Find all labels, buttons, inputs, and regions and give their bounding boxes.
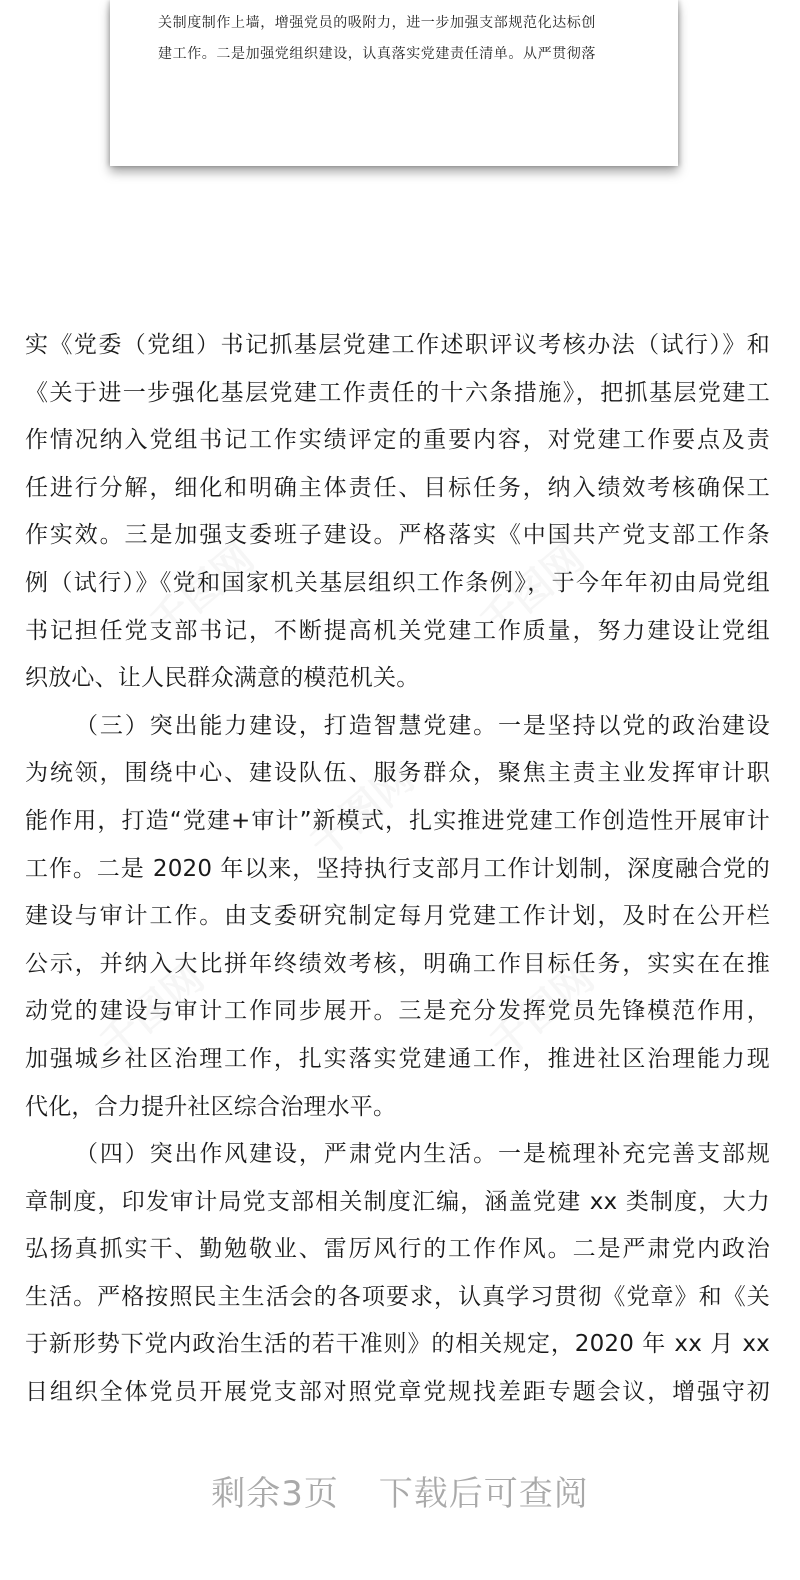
body-line: 例（试行）》《党和国家机关基层组织工作条例》，于今年年初由局党组 [25, 569, 770, 596]
body-line: 弘扬真抓实干、勤勉敬业、雷厉风行的工作作风。二是严肃党内政治 [25, 1236, 770, 1263]
download-to-view-label: 下载后可查阅 [378, 1474, 589, 1514]
body-line: 工作。二是 2020 年以来，坚持执行支部月工作计划制，深度融合党的 [25, 855, 770, 882]
body-line: 日组织全体党员开展党支部对照党章党规找差距专题会议，增强守初 [25, 1379, 770, 1406]
body-line: 代化，合力提升社区综合治理水平。 [25, 1093, 397, 1120]
watermark: 千图网 [141, 534, 263, 648]
body-line: 织放心、让人民群众满意的模范机关。 [25, 665, 420, 692]
watermark: 千图网 [91, 954, 213, 1068]
body-line: 章制度，印发审计局党支部相关制度汇编，涵盖党建 xx 类制度，大力 [25, 1188, 770, 1215]
section-heading-line: （三）突出能力建设，打造智慧党建。一是坚持以党的政治建设 [75, 712, 770, 739]
document-preview-card [110, 0, 678, 166]
watermark: 千图网 [481, 954, 603, 1068]
remaining-pages-label: 剩余3页 [211, 1474, 339, 1514]
preview-line: 关制度制作上墙，增强党员的吸附力，进一步加强支部规范化达标创 [158, 15, 596, 31]
body-line: 能作用，打造“党建+审计”新模式，扎实推进党建工作创造性开展审计 [25, 807, 770, 834]
body-line: 《关于进一步强化基层党建工作责任的十六条措施》，把抓基层党建工 [25, 379, 770, 406]
body-line: 书记担任党支部书记，不断提高机关党建工作质量，努力建设让党组 [25, 617, 770, 644]
body-line: 加强城乡社区治理工作，扎实落实党建通工作，推进社区治理能力现 [25, 1045, 770, 1072]
body-line: 动党的建设与审计工作同步展开。三是充分发挥党员先锋模范作用， [25, 998, 770, 1025]
preview-line: 建工作。二是加强党组织建设，认真落实党建责任清单。从严贯彻落 [158, 46, 596, 62]
document-body [25, 322, 770, 1417]
body-line: 任进行分解，细化和明确主体责任、目标任务，纳入绩效考核确保工 [25, 474, 770, 501]
watermark: 千图网 [301, 754, 423, 868]
section-heading-line: （四）突出作风建设，严肃党内生活。一是梳理补充完善支部规 [75, 1141, 770, 1168]
body-line: 作情况纳入党组书记工作实绩评定的重要内容，对党建工作要点及责 [25, 427, 770, 454]
download-prompt[interactable] [0, 1466, 800, 1515]
body-line: 于新形势下党内政治生活的若干准则》的相关规定，2020 年 xx 月 xx [25, 1331, 770, 1358]
body-line: 生活。严格按照民主生活会的各项要求，认真学习贯彻《党章》和《关 [25, 1283, 770, 1310]
watermark: 千图网 [471, 534, 593, 648]
body-line: 建设与审计工作。由支委研究制定每月党建工作计划，及时在公开栏 [25, 903, 770, 930]
body-line: 为统领，围绕中心、建设队伍、服务群众，聚焦主责主业发挥审计职 [25, 760, 770, 787]
body-line: 作实效。三是加强支委班子建设。严格落实《中国共产党支部工作条 [25, 522, 770, 549]
body-line: 实《党委（党组）书记抓基层党建工作述职评议考核办法（试行）》和 [25, 332, 770, 358]
body-line: 公示，并纳入大比拼年终绩效考核，明确工作目标任务，实实在在推 [25, 950, 770, 977]
